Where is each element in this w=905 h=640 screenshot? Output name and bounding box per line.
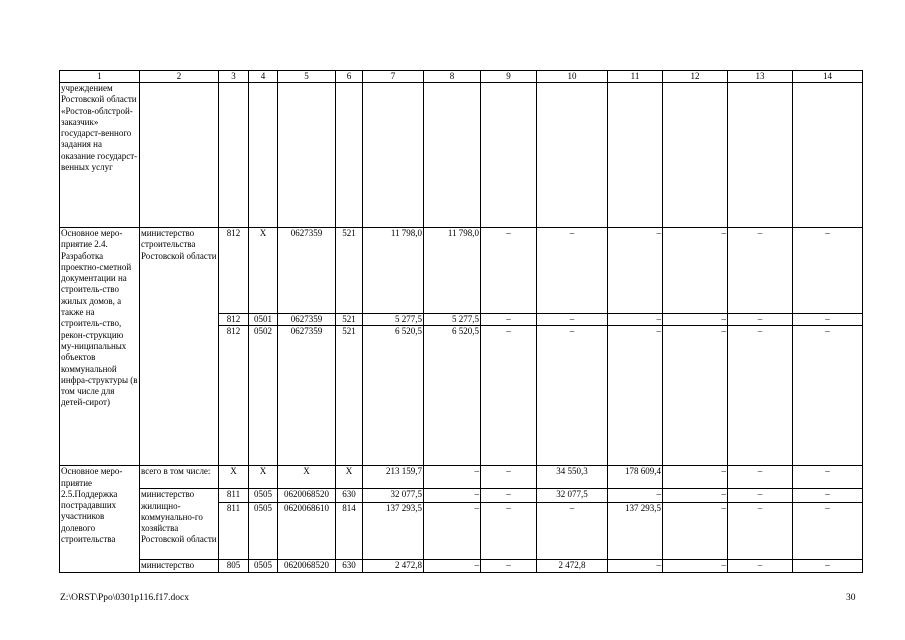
value-cell: 137 293,5	[363, 503, 424, 560]
value-cell: –	[793, 314, 863, 326]
value-cell: 6 520,5	[424, 326, 481, 466]
value-cell: Х	[336, 466, 363, 489]
value-cell: 0505	[249, 560, 278, 573]
value-cell: –	[728, 314, 793, 326]
value-cell: –	[663, 503, 728, 560]
value-cell: –	[424, 503, 481, 560]
value-cell: 812	[219, 228, 249, 314]
value-cell: 0627359	[278, 228, 336, 314]
column-header-4: 4	[249, 71, 278, 83]
value-cell: –	[424, 560, 481, 573]
value-cell: 34 550,3	[537, 466, 608, 489]
column-header-5: 5	[278, 71, 336, 83]
value-cell: –	[481, 314, 537, 326]
value-cell: –	[424, 466, 481, 489]
value-cell: –	[424, 489, 481, 503]
value-cell: 0505	[249, 489, 278, 503]
value-cell: 5 277,5	[424, 314, 481, 326]
value-cell: –	[663, 326, 728, 466]
value-cell: 0620068520	[278, 489, 336, 503]
executor-cell: министерство	[140, 560, 219, 573]
value-cell: –	[728, 489, 793, 503]
value-cell: Х	[249, 228, 278, 314]
value-cell: –	[728, 560, 793, 573]
value-cell: –	[793, 228, 863, 314]
value-cell: –	[481, 503, 537, 560]
value-cell: –	[663, 466, 728, 489]
column-header-14: 14	[793, 71, 863, 83]
budget-table	[59, 70, 863, 573]
table-header-row	[60, 71, 863, 83]
column-header-13: 13	[728, 71, 793, 83]
table-row	[60, 228, 863, 314]
column-header-11: 11	[608, 71, 663, 83]
page-number: 30	[846, 593, 856, 603]
value-cell: 0620068520	[278, 560, 336, 573]
value-cell: 521	[336, 314, 363, 326]
value-cell: –	[481, 228, 537, 314]
value-cell: 0627359	[278, 326, 336, 466]
value-cell: 630	[336, 489, 363, 503]
value-cell: –	[663, 228, 728, 314]
table-row	[60, 466, 863, 489]
value-cell: –	[663, 314, 728, 326]
value-cell: –	[728, 326, 793, 466]
table-row	[60, 83, 863, 228]
value-cell: 11 798,0	[363, 228, 424, 314]
value-cell: 811	[219, 489, 249, 503]
value-cell: 32 077,5	[363, 489, 424, 503]
value-cell: 2 472,8	[537, 560, 608, 573]
value-cell: 0502	[249, 326, 278, 466]
value-cell: 5 277,5	[363, 314, 424, 326]
value-cell: –	[728, 228, 793, 314]
measure-name-cell: Основное меро-приятие 2.5.Поддержка пострадавших участников долевого строительства	[60, 466, 140, 573]
value-cell: 0505	[249, 503, 278, 560]
column-header-12: 12	[663, 71, 728, 83]
table-row	[60, 489, 863, 503]
column-header-1: 1	[60, 71, 140, 83]
value-cell: 805	[219, 560, 249, 573]
value-cell: 0627359	[278, 314, 336, 326]
value-cell: –	[793, 466, 863, 489]
measure-name-cell: учреждением Ростовской области «Ростов-облстрой-заказчик» государст-венного задания на оказание государст-венных услуг	[60, 83, 140, 228]
value-cell: 811	[219, 503, 249, 560]
value-cell: 814	[336, 503, 363, 560]
value-cell: Х	[219, 466, 249, 489]
value-cell: Х	[249, 466, 278, 489]
value-cell: –	[608, 560, 663, 573]
value-cell: 521	[336, 326, 363, 466]
value-cell: –	[793, 326, 863, 466]
value-cell: 521	[336, 228, 363, 314]
value-cell: –	[481, 489, 537, 503]
value-cell: Х	[278, 466, 336, 489]
value-cell: –	[608, 228, 663, 314]
column-header-8: 8	[424, 71, 481, 83]
column-header-3: 3	[219, 71, 249, 83]
value-cell: –	[608, 489, 663, 503]
column-header-9: 9	[481, 71, 537, 83]
value-cell: –	[537, 503, 608, 560]
value-cell: –	[608, 326, 663, 466]
value-cell: –	[728, 466, 793, 489]
executor-cell: министерство жилищно-коммунально-го хозяйства Ростовской области	[140, 489, 219, 560]
value-cell: –	[537, 228, 608, 314]
value-cell: 213 159,7	[363, 466, 424, 489]
table-row	[60, 560, 863, 573]
value-cell: –	[793, 489, 863, 503]
value-cell: –	[608, 314, 663, 326]
value-cell: 630	[336, 560, 363, 573]
value-cell: 178 609,4	[608, 466, 663, 489]
value-cell: –	[728, 503, 793, 560]
measure-name-cell: Основное меро-приятие 2.4. Разработка проектно-сметной документации на строитель-ство жилых домов, а также на строитель-ство, рекон-струкцию му-ниципальных объектов коммунальной инфра-структуры (в том числе для детей-сирот)	[60, 228, 140, 466]
executor-cell: всего в том числе:	[140, 466, 219, 489]
value-cell: –	[663, 489, 728, 503]
value-cell: 0501	[249, 314, 278, 326]
value-cell: –	[481, 466, 537, 489]
column-header-2: 2	[140, 71, 219, 83]
value-cell: 0620068610	[278, 503, 336, 560]
value-cell: 137 293,5	[608, 503, 663, 560]
value-cell: –	[481, 326, 537, 466]
value-cell: –	[793, 503, 863, 560]
value-cell: –	[481, 560, 537, 573]
footer-file-path: Z:\ORST\Ppo\0301p116.f17.docx	[60, 593, 189, 603]
value-cell: 32 077,5	[537, 489, 608, 503]
value-cell: –	[537, 326, 608, 466]
value-cell: –	[793, 560, 863, 573]
executor-cell: министерство строительства Ростовской области	[140, 228, 219, 466]
value-cell: 812	[219, 314, 249, 326]
value-cell: 812	[219, 326, 249, 466]
column-header-7: 7	[363, 71, 424, 83]
value-cell: –	[537, 314, 608, 326]
column-header-6: 6	[336, 71, 363, 83]
value-cell: –	[663, 560, 728, 573]
value-cell: 11 798,0	[424, 228, 481, 314]
column-header-10: 10	[537, 71, 608, 83]
value-cell: 2 472,8	[363, 560, 424, 573]
value-cell: 6 520,5	[363, 326, 424, 466]
